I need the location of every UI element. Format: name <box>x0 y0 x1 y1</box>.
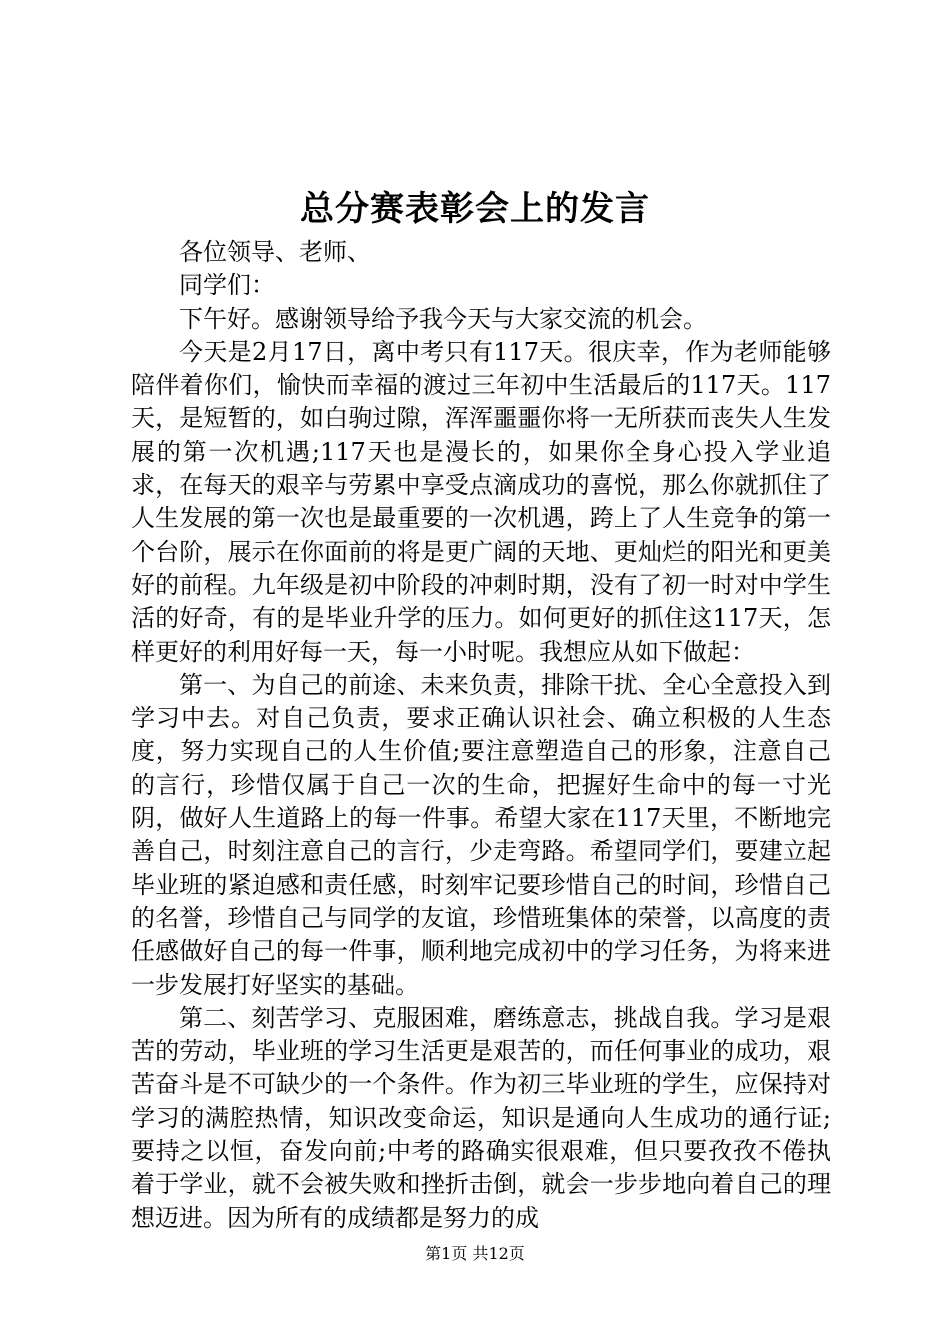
page-number-footer: 第1页 共12页 <box>425 1244 525 1263</box>
document-title: 总分赛表彰会上的发言 <box>300 189 650 229</box>
paragraph-greeting: 下午好。感谢领导给予我今天与大家交流的机会。 <box>179 304 707 333</box>
paragraph-intro: 今天是2月17日，离中考只有117天。很庆幸，作为老师能够陪伴着你们，愉快而幸福的渡过三年初中生活最后的117天。117天，是短暂的，如白驹过隙，浑浑噩噩你将一无所获而丧失人生发展的第一次机遇;117天也是漫长的，如果你全身心投入学业追求，在每天的艰辛与劳累中享受点滴成功的喜悦，那么你就抓住了人生发展的第一次也是最重要的一次机遇，跨上了人生竞争的第一个台阶，展示在你面前的将是更广阔的天地、更灿烂的阳光和更美好的前程。九年级是初中阶段的冲刺时期，没有了初一时对中学生活的好奇，有的是毕业升学的压力。如何更好的抓住这117天，怎样更好的利用好每一天，每一小时呢。我想应从如下做起： <box>131 337 831 666</box>
document-body <box>131 236 831 1235</box>
paragraph-point-2: 第二、刻苦学习、克服困难，磨练意志，挑战自我。学习是艰苦的劳动，毕业班的学习生活更是艰苦的，而任何事业的成功，艰苦奋斗是不可缺少的一个条件。作为初三毕业班的学生，应保持对学习的满腔热情，知识改变命运，知识是通向人生成功的通行证;要持之以恒，奋发向前;中考的路确实很艰难，但只要孜孜不倦执着于学业，就不会被失败和挫折击倒，就会一步步地向着自己的理想迈进。因为所有的成绩都是努力的成 <box>131 1003 831 1232</box>
paragraph-salutation-2: 同学们： <box>179 271 275 300</box>
paragraph-point-1: 第一、为自己的前途、未来负责，排除干扰、全心全意投入到学习中去。对自己负责，要求正确认识社会、确立积极的人生态度，努力实现自己的人生价值;要注意塑造自己的形象，注意自己的言行，珍惜仅属于自己一次的生命，把握好生命中的每一寸光阴，做好人生道路上的每一件事。希望大家在117天里，不断地完善自己，时刻注意自己的言行，少走弯路。希望同学们，要建立起毕业班的紧迫感和责任感，时刻牢记要珍惜自己的时间，珍惜自己的名誉，珍惜自己与同学的友谊，珍惜班集体的荣誉，以高度的责任感做好自己的每一件事，顺利地完成初中的学习任务，为将来进一步发展打好坚实的基础。 <box>131 670 831 999</box>
paragraph-salutation-1: 各位领导、老师、 <box>179 238 371 266</box>
